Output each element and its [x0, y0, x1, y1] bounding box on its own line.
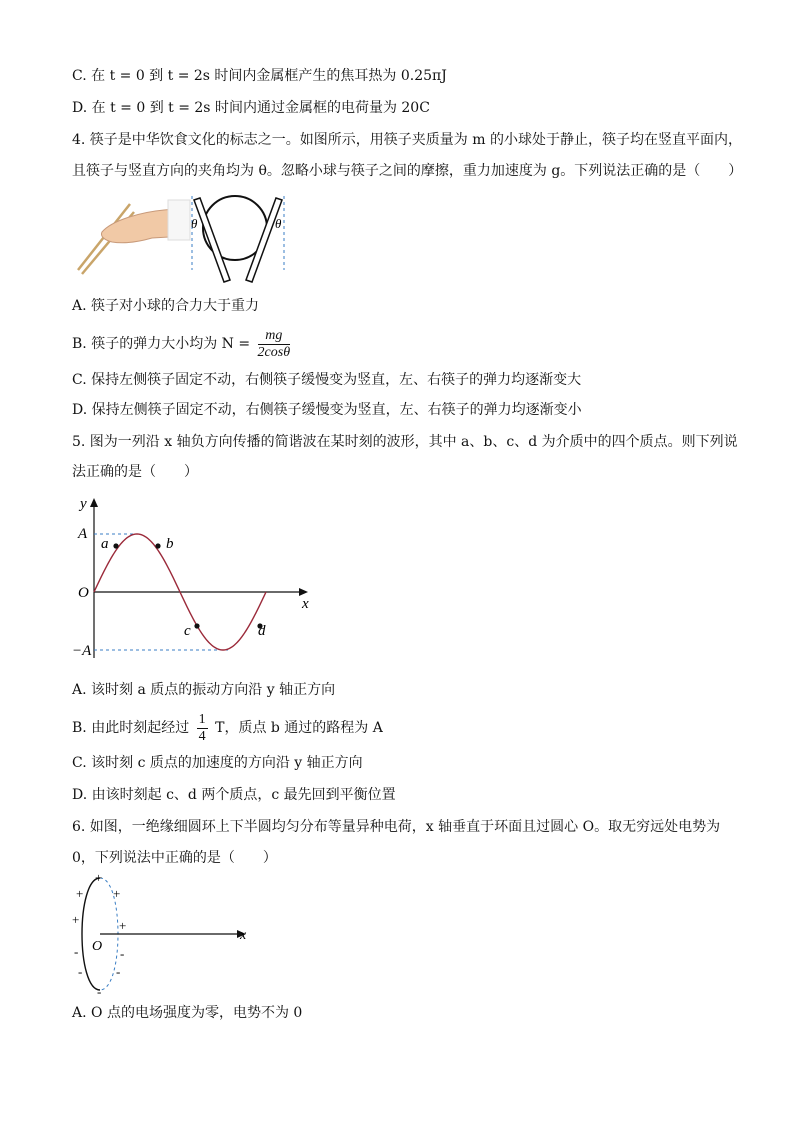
q4-option-d: D. 保持左侧筷子固定不动，右侧筷子缓慢变为竖直，左、右筷子的弹力均逐渐变小	[72, 402, 582, 418]
point-c	[194, 623, 199, 628]
theta-left-label: θ	[191, 216, 198, 231]
q4-option-b-fraction	[258, 328, 291, 361]
plus-charge: +	[72, 912, 80, 927]
q4-stem-line2: 且筷子与竖直方向的夹角均为 θ。忽略小球与筷子之间的摩擦，重力加速度为 g。下列说法正确的是（ ）	[72, 163, 743, 179]
q5-option-b-numerator: 1	[198, 711, 206, 727]
point-c-label: c	[184, 623, 191, 639]
q4-option-b-denominator: 2cosθ	[257, 344, 291, 360]
q5-option-c: C. 该时刻 c 质点的加速度的方向沿 y 轴正方向	[72, 755, 363, 771]
q6-option-a: A. O 点的电场强度为零，电势不为 0	[72, 1005, 303, 1021]
point-d-label: d	[258, 623, 266, 639]
minus-charge: -	[97, 984, 102, 997]
plus-charge: +	[76, 886, 84, 901]
q5-option-a: A. 该时刻 a 质点的振动方向沿 y 轴正方向	[72, 682, 336, 698]
q3-option-c: C. 在 t = 0 到 t = 2s 时间内金属框产生的焦耳热为 0.25πJ	[72, 68, 447, 84]
q5-option-b-denominator: 4	[198, 728, 206, 744]
q4-option-b-text: B. 筷子的弹力大小均为 N =	[72, 336, 251, 352]
q5-stem-line2: 法正确的是（ ）	[72, 464, 198, 480]
point-b	[155, 543, 160, 548]
minus-charge: -	[78, 964, 83, 979]
minus-charge: -	[74, 944, 79, 959]
q3-option-d: D. 在 t = 0 到 t = 2s 时间内通过金属框的电荷量为 20C	[72, 100, 430, 116]
plus-charge: +	[95, 872, 103, 885]
y-axis-label: y	[80, 496, 87, 512]
point-a-label: a	[101, 536, 109, 552]
minus-charge: -	[116, 964, 121, 979]
amplitude-label: A	[78, 526, 88, 542]
theta-right-label: θ	[275, 216, 282, 231]
q4-figure	[72, 192, 297, 284]
q6-ring-figure	[68, 872, 258, 997]
hand-with-chopsticks-illustration	[78, 200, 190, 274]
q4-option-a: A. 筷子对小球的合力大于重力	[72, 298, 260, 314]
center-label: O	[92, 939, 103, 954]
x-axis-arrow	[299, 588, 308, 596]
neg-amplitude-label: −A	[72, 643, 92, 659]
q5-option-b	[72, 708, 383, 748]
plus-charge: +	[113, 886, 121, 901]
plus-charge: +	[119, 918, 127, 933]
q6-stem-line2: 0，下列说法中正确的是（ ）	[72, 850, 277, 866]
q5-wave-figure	[70, 494, 320, 664]
q5-option-b-post: T，质点 b 通过的路程为 A	[215, 720, 383, 736]
q4-option-b-numerator: mg	[258, 328, 291, 345]
origin-label: O	[78, 585, 89, 601]
q5-option-b-pre: B. 由此时刻起经过	[72, 720, 190, 736]
q4-option-c: C. 保持左侧筷子固定不动，右侧筷子缓慢变为竖直，左、右筷子的弹力均逐渐变大	[72, 372, 582, 388]
q5-option-d: D. 由该时刻起 c、d 两个质点，c 最先回到平衡位置	[72, 787, 396, 803]
minus-charge: -	[120, 946, 125, 961]
ball-between-chopsticks-diagram	[191, 196, 284, 282]
q5-stem-line1: 5. 图为一列沿 x 轴负方向传播的简谐波在某时刻的波形，其中 a、b、c、d 为介质中的四个质点。则下列说	[72, 434, 738, 450]
point-b-label: b	[166, 536, 174, 552]
y-axis-arrow	[90, 498, 98, 507]
q4-stem-line1: 4. 筷子是中华饮食文化的标志之一。如图所示，用筷子夹质量为 m 的小球处于静止，筷子均在竖直平面内，	[72, 132, 742, 148]
x-axis-label: x	[302, 596, 309, 612]
x-axis-label: x	[240, 928, 247, 943]
q4-option-b	[72, 324, 293, 364]
q5-option-b-fraction	[197, 712, 208, 745]
ring-front-half	[82, 878, 103, 990]
point-a	[113, 543, 118, 548]
q6-stem-line1: 6. 如图，一绝缘细圆环上下半圆均匀分布等量异种电荷，x 轴垂直于环面且过圆心 O。取无穷远处电势为	[72, 819, 721, 835]
